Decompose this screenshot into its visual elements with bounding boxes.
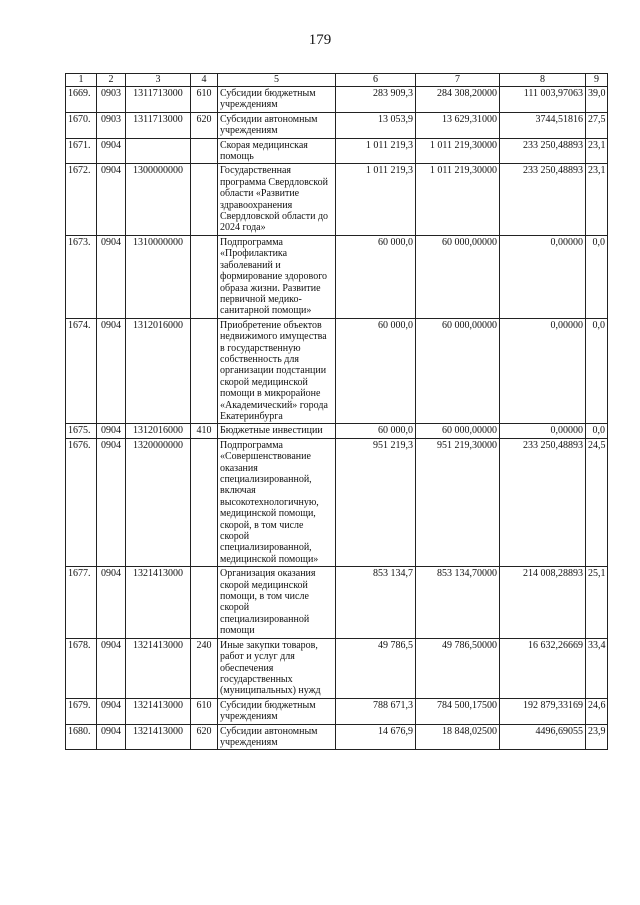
item-name: Организация оказания скорой медицинской помощи, в том числе скорой специализированной помощи [218,567,336,638]
refined-amount: 951 219,30000 [416,438,500,566]
target-code: 1321413000 [126,724,191,750]
executed-amount: 16 632,26669 [500,638,586,698]
col-header-8: 8 [500,74,586,87]
executed-amount: 0,00000 [500,235,586,318]
approved-amount: 951 219,3 [336,438,416,566]
table-row [66,724,608,750]
section-code: 0903 [97,112,126,138]
approved-amount: 1 011 219,3 [336,164,416,235]
execution-percent: 23,1 [586,138,608,164]
execution-percent: 0,0 [586,424,608,438]
expense-type-code [191,438,218,566]
table-row [66,318,608,424]
table-row [66,164,608,235]
executed-amount: 192 879,33169 [500,698,586,724]
budget-table [65,73,608,750]
target-code: 1311713000 [126,112,191,138]
execution-percent: 27,5 [586,112,608,138]
col-header-3: 3 [126,74,191,87]
col-header-4: 4 [191,74,218,87]
expense-type-code [191,318,218,424]
col-header-2: 2 [97,74,126,87]
section-code: 0904 [97,638,126,698]
item-name: Субсидии бюджетным учреждениям [218,87,336,113]
section-code: 0904 [97,235,126,318]
target-code: 1312016000 [126,424,191,438]
approved-amount: 60 000,0 [336,318,416,424]
table-row [66,698,608,724]
col-header-1: 1 [66,74,97,87]
expense-type-code: 620 [191,724,218,750]
section-code: 0904 [97,698,126,724]
target-code: 1320000000 [126,438,191,566]
execution-percent: 25,1 [586,567,608,638]
executed-amount: 214 008,28893 [500,567,586,638]
table-row [66,567,608,638]
refined-amount: 784 500,17500 [416,698,500,724]
execution-percent: 39,0 [586,87,608,113]
target-code [126,138,191,164]
item-name: Подпрограмма «Профилактика заболеваний и формирование здорового образа жизни. Развитие первичной медико-санитарной помощи» [218,235,336,318]
row-number: 1671. [66,138,97,164]
approved-amount: 788 671,3 [336,698,416,724]
executed-amount: 233 250,48893 [500,138,586,164]
item-name: Скорая медицинская помощь [218,138,336,164]
target-code: 1300000000 [126,164,191,235]
table-row [66,638,608,698]
row-number: 1675. [66,424,97,438]
row-number: 1678. [66,638,97,698]
refined-amount: 853 134,70000 [416,567,500,638]
executed-amount: 3744,51816 [500,112,586,138]
refined-amount: 18 848,02500 [416,724,500,750]
execution-percent: 0,0 [586,318,608,424]
section-code: 0904 [97,438,126,566]
item-name: Иные закупки товаров, работ и услуг для обеспечения государственных (муниципальных) нужд [218,638,336,698]
item-name: Приобретение объектов недвижимого имущества в государственную собственность для организации подстанции скорой медицинской помощи в микрорайоне «Академический» города Екатеринбурга [218,318,336,424]
col-header-5: 5 [218,74,336,87]
expense-type-code: 620 [191,112,218,138]
expense-type-code: 610 [191,87,218,113]
section-code: 0904 [97,164,126,235]
item-name: Государственная программа Свердловской области «Развитие здравоохранения Свердловской области до 2024 года» [218,164,336,235]
execution-percent: 23,9 [586,724,608,750]
target-code: 1321413000 [126,698,191,724]
table-body [66,87,608,750]
execution-percent: 24,5 [586,438,608,566]
refined-amount: 49 786,50000 [416,638,500,698]
header-row [66,74,608,87]
approved-amount: 13 053,9 [336,112,416,138]
approved-amount: 1 011 219,3 [336,138,416,164]
row-number: 1679. [66,698,97,724]
row-number: 1674. [66,318,97,424]
executed-amount: 0,00000 [500,424,586,438]
execution-percent: 0,0 [586,235,608,318]
approved-amount: 14 676,9 [336,724,416,750]
refined-amount: 1 011 219,30000 [416,138,500,164]
refined-amount: 60 000,00000 [416,235,500,318]
row-number: 1677. [66,567,97,638]
executed-amount: 233 250,48893 [500,438,586,566]
executed-amount: 111 003,97063 [500,87,586,113]
expense-type-code [191,138,218,164]
execution-percent: 24,6 [586,698,608,724]
executed-amount: 233 250,48893 [500,164,586,235]
approved-amount: 283 909,3 [336,87,416,113]
row-number: 1672. [66,164,97,235]
approved-amount: 60 000,0 [336,235,416,318]
item-name: Подпрограмма «Совершенствование оказания специализированной, включая высокотехнологичную, медицинской помощи, скорой, в том числе скорой специализированной, медицинской помощи» [218,438,336,566]
refined-amount: 1 011 219,30000 [416,164,500,235]
approved-amount: 853 134,7 [336,567,416,638]
row-number: 1673. [66,235,97,318]
executed-amount: 4496,69055 [500,724,586,750]
section-code: 0904 [97,724,126,750]
execution-percent: 23,1 [586,164,608,235]
approved-amount: 60 000,0 [336,424,416,438]
table-row [66,438,608,566]
item-name: Субсидии автономным учреждениям [218,724,336,750]
executed-amount: 0,00000 [500,318,586,424]
section-code: 0904 [97,138,126,164]
row-number: 1676. [66,438,97,566]
expense-type-code: 410 [191,424,218,438]
item-name: Субсидии автономным учреждениям [218,112,336,138]
target-code: 1312016000 [126,318,191,424]
target-code: 1321413000 [126,638,191,698]
refined-amount: 60 000,00000 [416,318,500,424]
table-row [66,424,608,438]
execution-percent: 33,4 [586,638,608,698]
expense-type-code: 240 [191,638,218,698]
item-name: Бюджетные инвестиции [218,424,336,438]
section-code: 0904 [97,567,126,638]
target-code: 1311713000 [126,87,191,113]
item-name: Субсидии бюджетным учреждениям [218,698,336,724]
table-row [66,138,608,164]
target-code: 1321413000 [126,567,191,638]
table-row [66,87,608,113]
target-code: 1310000000 [126,235,191,318]
expense-type-code [191,235,218,318]
col-header-9: 9 [586,74,608,87]
expense-type-code: 610 [191,698,218,724]
refined-amount: 60 000,00000 [416,424,500,438]
col-header-6: 6 [336,74,416,87]
row-number: 1669. [66,87,97,113]
refined-amount: 13 629,31000 [416,112,500,138]
section-code: 0904 [97,318,126,424]
table-row [66,235,608,318]
refined-amount: 284 308,20000 [416,87,500,113]
col-header-7: 7 [416,74,500,87]
approved-amount: 49 786,5 [336,638,416,698]
expense-type-code [191,567,218,638]
section-code: 0904 [97,424,126,438]
page-number: 179 [308,32,332,48]
row-number: 1680. [66,724,97,750]
expense-type-code [191,164,218,235]
section-code: 0903 [97,87,126,113]
table-row [66,112,608,138]
row-number: 1670. [66,112,97,138]
